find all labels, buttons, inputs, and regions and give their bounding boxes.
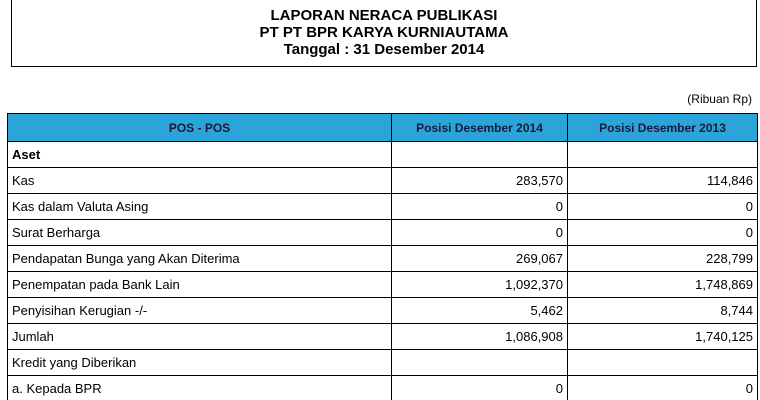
row-label: Penempatan pada Bank Lain: [8, 272, 392, 298]
value-2014: 269,067: [392, 246, 568, 272]
row-label: Kredit yang Diberikan: [8, 350, 392, 376]
value-2013: [568, 350, 758, 376]
value-2014: 0: [392, 220, 568, 246]
value-2013: 228,799: [568, 246, 758, 272]
row-label: Surat Berharga: [8, 220, 392, 246]
value-2013: 1,740,125: [568, 324, 758, 350]
table-row: [8, 246, 758, 272]
row-label: Kas: [8, 168, 392, 194]
value-2014: 1,086,908: [392, 324, 568, 350]
row-label: Aset: [8, 142, 392, 168]
row-label: Jumlah: [8, 324, 392, 350]
company-name: PT PT BPR KARYA KURNIAUTAMA: [259, 24, 509, 41]
value-2014: [392, 350, 568, 376]
table-header-row: [8, 114, 758, 142]
balance-sheet-table: [7, 113, 758, 400]
row-label: a. Kepada BPR: [8, 376, 392, 400]
value-2013: 0: [568, 376, 758, 400]
value-2014: 0: [392, 376, 568, 400]
table-row: [8, 272, 758, 298]
table-row: [8, 376, 758, 400]
table-row: [8, 194, 758, 220]
value-2013: 0: [568, 220, 758, 246]
table-row: [8, 350, 758, 376]
report-date: Tanggal : 31 Desember 2014: [283, 41, 485, 58]
value-2013: 8,744: [568, 298, 758, 324]
table-row: [8, 168, 758, 194]
table-row: [8, 220, 758, 246]
value-2013: [568, 142, 758, 168]
value-2014: 283,570: [392, 168, 568, 194]
value-2013: 0: [568, 194, 758, 220]
value-2013: 114,846: [568, 168, 758, 194]
row-label: Penyisihan Kerugian -/-: [8, 298, 392, 324]
table-row: [8, 142, 758, 168]
column-header-pos: POS - POS: [8, 114, 392, 142]
table-row: [8, 298, 758, 324]
value-2014: 1,092,370: [392, 272, 568, 298]
row-label: Kas dalam Valuta Asing: [8, 194, 392, 220]
column-header-2014: Posisi Desember 2014: [392, 114, 568, 142]
column-header-2013: Posisi Desember 2013: [568, 114, 758, 142]
report-title: LAPORAN NERACA PUBLIKASI: [270, 7, 498, 24]
value-2014: [392, 142, 568, 168]
row-label: Pendapatan Bunga yang Akan Diterima: [8, 246, 392, 272]
value-2013: 1,748,869: [568, 272, 758, 298]
value-2014: 5,462: [392, 298, 568, 324]
report-title-box: [11, 0, 757, 67]
table-row: [8, 324, 758, 350]
unit-note: (Ribuan Rp): [687, 92, 752, 106]
value-2014: 0: [392, 194, 568, 220]
